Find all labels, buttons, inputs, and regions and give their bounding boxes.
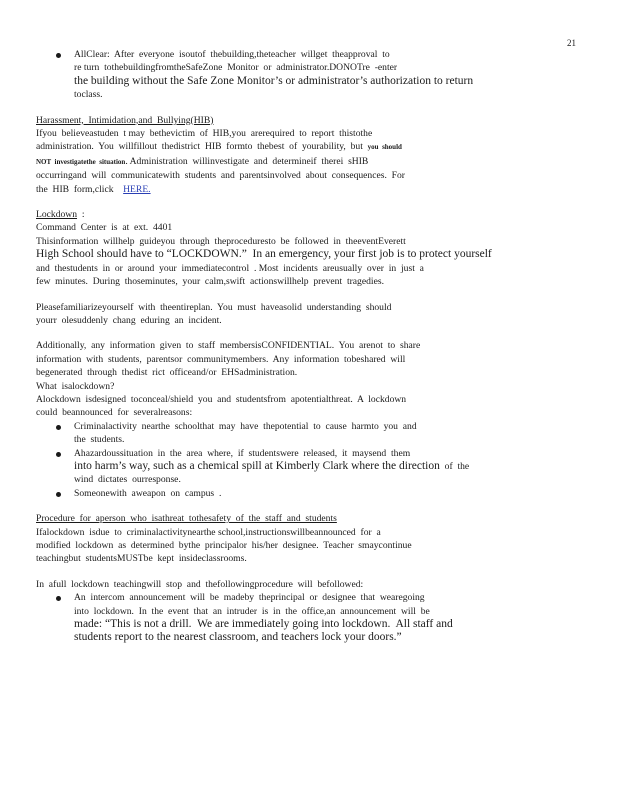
bullet-icon (56, 53, 61, 58)
procedure-line-1: Ifalockdown isdue to criminalactivitynearthe school,instructionswillbeannounced for a (36, 526, 381, 538)
reason-2-line-2-rest: of the (444, 460, 470, 472)
lockdown-reasons-list (36, 420, 546, 500)
bullet-icon (56, 492, 61, 497)
hib-line-3 (36, 155, 546, 169)
intercom-line-2: into lockdown. In the event that an intruder is in the office,an announcement will be (74, 605, 430, 617)
reason-2-line-2-big: into harm’s way, such as a chemical spill at Kimberly Clark where the direction (74, 459, 440, 472)
reason-2-line-2 (74, 460, 546, 473)
all-clear-line-3: the building without the Safe Zone Monitor’s or administrator’s authorization to return (74, 74, 474, 87)
full-lockdown-line-1: In afull lockdown teachingwill stop and thefollowingprocedure will befollowed: (36, 578, 364, 590)
all-clear-line-4: toclass. (74, 89, 103, 101)
list-item (36, 487, 546, 500)
procedure-line-2: modified lockdown as determined bythe principalor his/her designee. Teacher smaycontinue (36, 540, 412, 551)
list-item (36, 447, 546, 487)
confidential-line-5: could beannounced for severalreasons: (36, 407, 193, 419)
reason-3-line-1: Someonewith aweapon on campus . (74, 487, 222, 499)
bullet-icon (56, 596, 61, 601)
confidential-line-3: begenerated through thedist rict officeand/or EHSadministration. (36, 367, 298, 379)
hib-form-link[interactable]: HERE. (123, 183, 151, 195)
intercom-line-1: An intercom announcement will be madeby theprincipal or designee that wearegoing (74, 592, 425, 604)
bullet-icon (56, 425, 61, 430)
procedure-line-3: teachingbut studentsMUSTbe kept insideclassrooms. (36, 553, 247, 565)
hib-line-1: Ifyou believeastuden t may bethevictim of HIB,you arerequired to report thistothe (36, 128, 373, 140)
familiarize-line-1: Pleasefamiliarizeyourself with theentireplan. You must haveasolid understanding should (36, 301, 392, 313)
all-clear-line-2: re turn tothebuildingfromtheSafeZone Monitor or administrator.DONOTre -enter (74, 62, 398, 74)
hib-small-text-2: NOT investigatethe situation (36, 157, 126, 166)
lockdown-line-3: and thestudents in or around your immediatecontrol . Most incidents areusually over in just a (36, 262, 424, 274)
confidential-line-1: Additionally, any information given to staff membersisCONFIDENTIAL. You arenot to share (36, 340, 421, 352)
lockdown-line-4: few minutes. During thoseminutes, your calm,swift actionswillhelp prevent tragedies. (36, 276, 384, 288)
intercom-line-3: made: “This is not a drill. We are immediately going into lockdown. All staff and (74, 618, 453, 631)
reason-1-line-2: the students. (74, 434, 125, 446)
list-item (36, 420, 546, 447)
lockdown-heading-suffix: : (81, 209, 85, 221)
lockdown-heading-row (36, 208, 546, 221)
page-number: 21 (567, 38, 576, 48)
intercom-line-4: students report to the nearest classroom, and teachers lock your doors.” (74, 631, 402, 644)
reason-2-line-3: wind dictates ourresponse. (74, 474, 181, 486)
lockdown-line-1: Thisinformation willhelp guideyou through theproceduresto be followed in theeventEverett (36, 235, 406, 247)
hib-line-2-text: administration. You willfillout thedistrict HIB formto thebest of yourability, but (36, 141, 363, 153)
hib-line-3-text: . Administration willinvestigate and determineif therei sHIB (125, 155, 369, 167)
all-clear-line-1: AllClear: After everyone isoutof thebuilding,theteacher willget theapproval to (74, 49, 390, 60)
hib-line-5-text: the HIB form,click (36, 183, 114, 195)
lockdown-heading: Lockdown (36, 209, 78, 221)
hib-line-2 (36, 140, 546, 154)
confidential-line-2: information with students, parentsor communitymembers. Any information tobeshared will (36, 353, 406, 365)
intercom-bullet (36, 591, 546, 645)
bullet-icon (56, 452, 61, 457)
document-body (36, 48, 546, 645)
command-center-line: Command Center is at ext. 4401 (36, 222, 173, 234)
procedure-heading: Procedure for aperson who isathreat tothesafety of the staff and students (36, 513, 337, 525)
hib-line-4: occurringand will communicatewith students and parentsinvolved about consequences. For (36, 170, 406, 182)
hib-heading: Harassment, Intimidation,and Bullying(HIB) (36, 114, 214, 126)
reason-1-line-1: Criminalactivity nearthe schoolthat may have thepotential to cause harmto you and (74, 420, 417, 432)
hib-small-text-1: you should (367, 143, 402, 152)
reason-2-line-1: Ahazardoussituation in the area where, if studentswere released, it maysend them (74, 447, 411, 459)
all-clear-bullet (36, 48, 546, 75)
lockdown-question: What isalockdown? (36, 380, 115, 392)
confidential-line-4: Alockdown isdesigned toconceal/shield you and studentsfrom apotentialthreat. A lockdown (36, 393, 407, 405)
familiarize-line-2: yourr olesuddenly chang eduring an incident. (36, 314, 222, 326)
lockdown-line-2: High School should have to “LOCKDOWN.” In an emergency, your first job is to protect yourself (36, 248, 492, 261)
hib-line-5 (36, 183, 546, 196)
